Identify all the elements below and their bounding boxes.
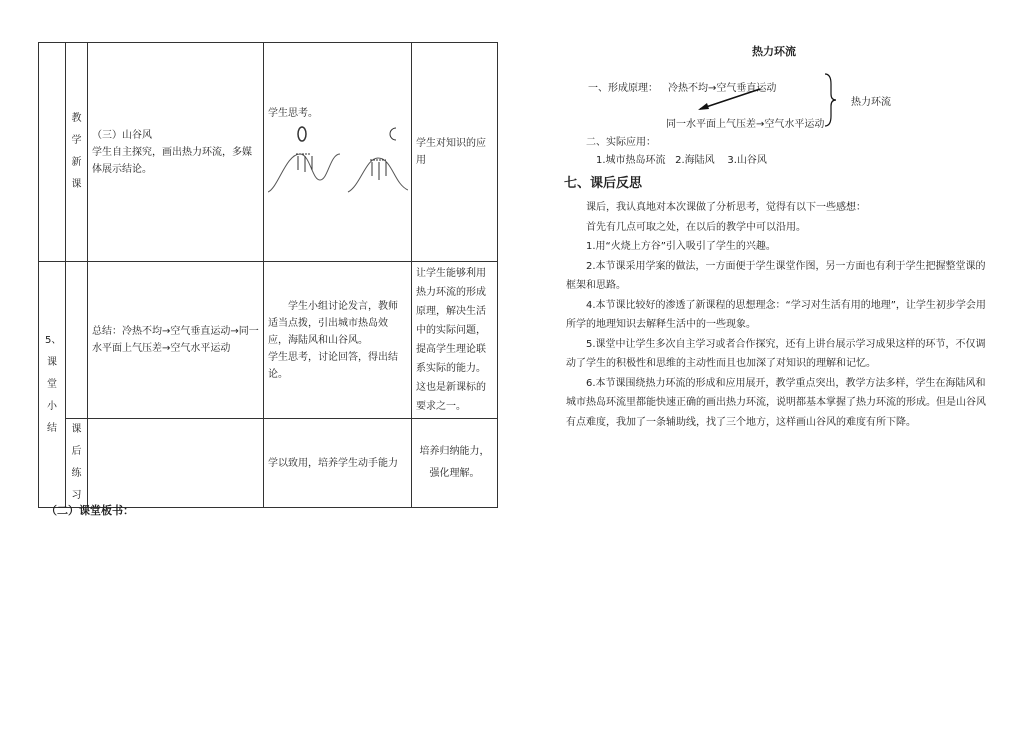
reflection-heading: 七、课后反思 xyxy=(564,176,643,191)
summary-cell: 总结：冷热不均→空气垂直运动→同一水平面上气压差→空气水平运动 xyxy=(88,262,264,419)
valley-wind-diagram xyxy=(268,124,408,196)
table-cell xyxy=(88,419,264,508)
student-activity-cell xyxy=(264,43,412,262)
board-item1-text: 冷热不均→空气垂直运动 xyxy=(668,83,777,94)
purpose-cell: 培养归纳能力，强化理解。 xyxy=(412,419,498,508)
board-applications: 1.城市热岛环流 2.海陆风 3.山谷风 xyxy=(596,155,767,166)
reflection-body xyxy=(566,198,992,432)
student-activity-text: 学生小组讨论发言，教师适当点拨，引出城市热岛效应，海陆风和山谷风。 xyxy=(268,300,398,346)
moon-icon xyxy=(390,128,396,140)
board-item1-label: 一、形成原理： xyxy=(588,83,658,94)
reflection-paragraph: 1.用“火烧上方谷”引入吸引了学生的兴趣。 xyxy=(586,241,776,252)
reflection-paragraph: 2.本节课采用学案的做法，一方面便于学生课堂作图，另一方面也有利于学生把握整堂课的框架和思路。 xyxy=(566,260,986,291)
reflection-paragraph: 4.本节课比较好的渗透了新课程的思想理念：“学习对生活有用的地理”，让学生初步学会用所学的地理知识去解释生活中的一些现象。 xyxy=(566,299,986,330)
table-cell xyxy=(66,262,88,419)
blackboard-heading: （二）课堂板书： xyxy=(46,504,134,517)
section-label-text: 课后练习 xyxy=(71,424,82,501)
sun-icon xyxy=(298,127,306,141)
board-item1-line2: 同一水平面上气压差→空气水平运动 xyxy=(666,119,825,130)
purpose-cell: 让学生能够利用热力环流的形成原理，解决生活中的实际问题，提高学生理论联系实际的能力。这也是新课标的要求之一。 xyxy=(412,262,498,419)
student-activity-cell xyxy=(264,262,412,419)
board-arrow xyxy=(690,84,770,114)
table-cell xyxy=(39,43,66,262)
reflection-paragraph: 课后，我认真地对本次课做了分析思考，觉得有以下一些感想： xyxy=(586,202,866,213)
table-row xyxy=(39,419,498,508)
student-activity-cell: 学以致用，培养学生动手能力 xyxy=(264,419,412,508)
board-title: 热力环流 xyxy=(752,45,796,58)
section-label xyxy=(39,262,66,508)
section-label-text: 教学新课 xyxy=(71,113,82,190)
reflection-paragraph: 6.本节课围绕热力环流的形成和应用展开，教学重点突出，教学方法多样，学生在海陆风和城市热岛环流里都能快速正确的画出热力环流，说明都基本掌握了热力环流的形成。但是山谷风有点难度，我加了一条辅助线，找了三个地方，这样画山谷风的难度有所下降。 xyxy=(566,377,986,428)
student-activity-text: 学生思考，讨论回答，得出结论。 xyxy=(268,351,398,380)
board-item2-label: 二、实际应用： xyxy=(586,137,656,148)
section-label xyxy=(66,43,88,262)
student-activity-text: 学生思考。 xyxy=(268,108,318,119)
board-brace-label: 热力环流 xyxy=(851,97,891,108)
table-row xyxy=(39,262,498,419)
content-subheading: （三）山谷风 xyxy=(92,129,152,141)
reflection-paragraph: 首先有几点可取之处，在以后的教学中可以沿用。 xyxy=(586,221,806,233)
content-text: 学生自主探究，画出热力环流，多媒体展示结论。 xyxy=(92,146,252,175)
section-label xyxy=(66,419,88,508)
purpose-cell: 学生对知识的应用 xyxy=(412,43,498,262)
reflection-paragraph: 5.课堂中让学生多次自主学习或者合作探究，还有上讲台展示学习成果这样的环节，不仅调动了学生的积极性和思维的主动性而且也加深了对知识的理解和记忆。 xyxy=(566,338,986,369)
board-brace xyxy=(822,72,838,128)
table-row xyxy=(39,43,498,262)
content-cell xyxy=(88,43,264,262)
lesson-table xyxy=(38,42,498,508)
section-label-text: 5、课堂小结 xyxy=(45,334,62,434)
